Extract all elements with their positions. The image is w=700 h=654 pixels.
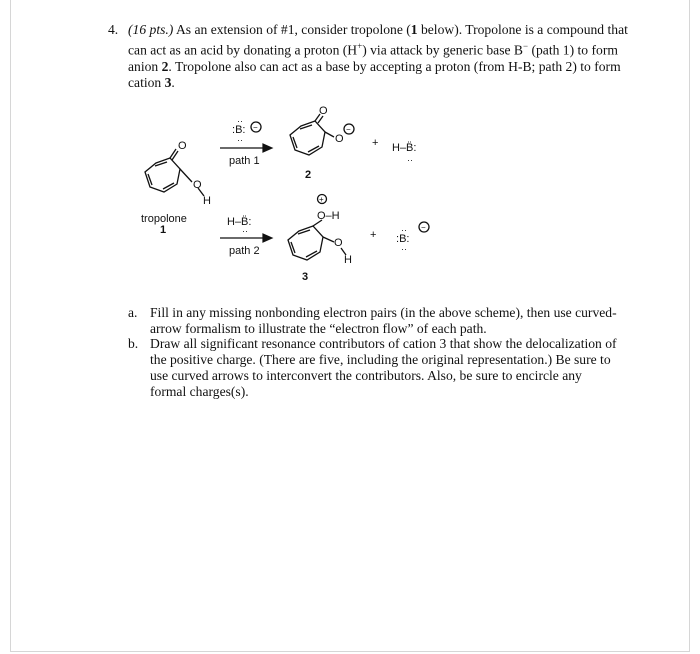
path1-label: path 1 <box>229 155 260 167</box>
cation-structure <box>288 195 346 261</box>
base-product: :B: <box>396 233 410 245</box>
svg-text:··: ·· <box>407 155 413 165</box>
part-a: a. Fill in any missing nonbonding electron pairs (in the above scheme), then use curved- arrow formalism to illustrate the “electron flow” of each path. <box>128 305 617 336</box>
plus-sign-1: + <box>372 137 379 149</box>
question-text: (16 pts.) As an extension of #1, consider tropolone (1 below). Tropolone is a compound that can act as an acid by donating a proton (H+) via attack by generic base B− (path 1) to form anion 2. Tropolone also can act as a base by accepting a proton (from H-B; path 2) to form cation 3. <box>128 22 628 90</box>
compound-number-3: 3 <box>302 271 309 283</box>
plus-charge: + <box>319 195 324 204</box>
hb-product: H–B̈: <box>392 142 417 154</box>
tropolone-label: tropolone <box>141 213 187 225</box>
svg-text:··: ·· <box>401 225 407 235</box>
atom-h: H <box>203 195 211 207</box>
cation-o-side: O <box>334 237 343 249</box>
minus-charge-1: − <box>253 123 258 132</box>
svg-text:··: ·· <box>401 244 407 254</box>
path2-label: path 2 <box>229 245 260 257</box>
hb-reagent: H–B̈: <box>227 216 252 228</box>
svg-text:··: ·· <box>237 116 243 126</box>
compound-number-2: 2 <box>305 169 312 181</box>
atom-o-hydroxyl: O <box>193 179 202 191</box>
anion-o-top: O <box>319 105 328 117</box>
cation-oh-top: O–H <box>317 210 340 222</box>
compound-number-1: 1 <box>160 224 167 236</box>
part-b: b. Draw all significant resonance contributors of cation 3 that show the delocalization of the positive charge. (There are five, including the original representation.) Be sure to use curved arrows to interconvert the contributors. Also, be sure to encircle any formal charges(s). <box>128 336 617 399</box>
minus-charge-3: − <box>421 223 426 232</box>
anion-structure <box>290 114 354 155</box>
cation-h: H <box>344 254 352 266</box>
points-label: (16 pts.) <box>128 22 174 37</box>
svg-text:··: ·· <box>242 226 248 236</box>
plus-sign-2: + <box>370 229 377 241</box>
atom-o-carbonyl: O <box>178 140 187 152</box>
minus-charge-2: − <box>346 125 351 134</box>
svg-text:··: ·· <box>237 135 243 145</box>
anion-o-side: O <box>335 133 344 145</box>
question-number: 4. <box>108 22 119 37</box>
base-reagent: :B: <box>232 124 246 136</box>
